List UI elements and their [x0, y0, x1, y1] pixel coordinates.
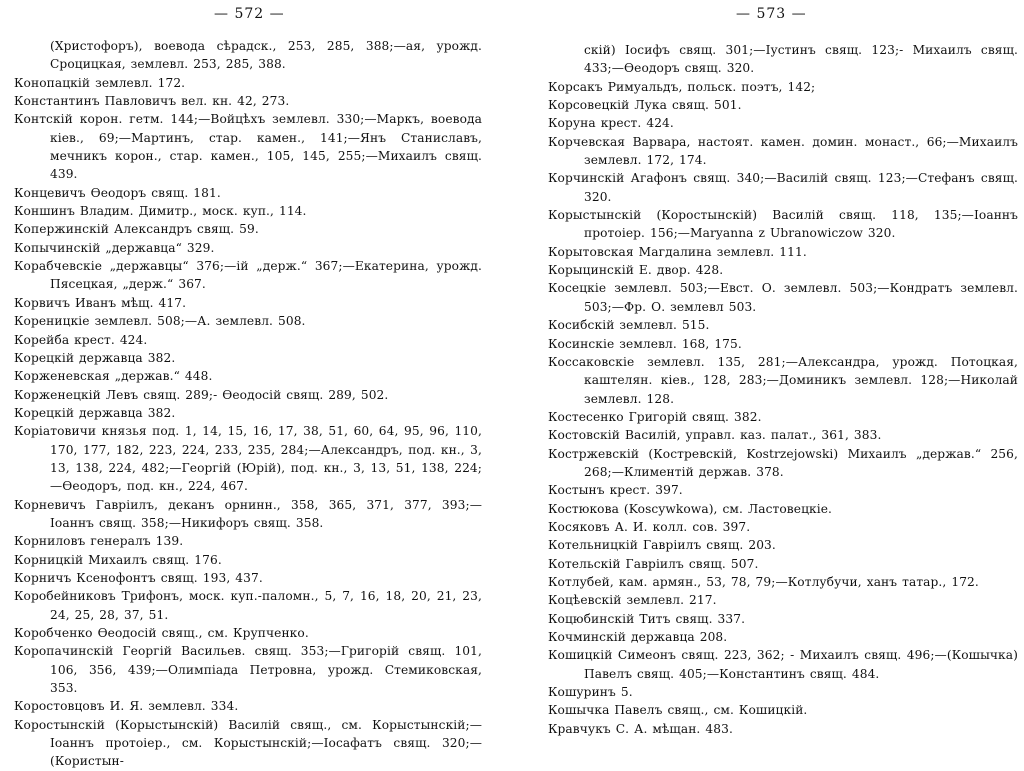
index-entry: Костесенко Григорій свящ. 382.: [548, 409, 762, 424]
index-entry: Косяковъ А. И. колл. сов. 397.: [548, 519, 751, 534]
index-entry: Корженецкій Левъ свящ. 289;- Ѳеодосій свящ. 289, 502.: [14, 387, 389, 402]
index-entry: Кошычка Павелъ свящ., см. Кошицкій.: [548, 703, 808, 718]
index-entry: Косецкіе землевл. 503;—Евст. О. землевл. 503;—Кондратъ землевл. 503;—Фр. О. землевл 503.: [548, 281, 1018, 314]
index-entry: Кошицкій Симеонъ свящ. 223, 362; - Михаилъ свящ. 496;—(Кошычка) Павелъ свящ. 405;—Константинъ свящ. 484.: [548, 648, 1018, 681]
index-entry: Косинскіе землевл. 168, 175.: [548, 336, 742, 351]
index-entry: Корвичъ Иванъ мѣщ. 417.: [14, 295, 187, 310]
index-entry: Копычинскій „державца“ 329.: [14, 240, 215, 255]
index-entry: Корыцинскій Е. двор. 428.: [548, 263, 724, 278]
index-entry: Кореницкіе землевл. 508;—А. землевл. 508.: [14, 314, 306, 329]
index-entry: Коншинъ Владим. Димитр., моск. куп., 114.: [14, 204, 307, 219]
index-entry: Коробейниковъ Трифонъ, моск. куп.-паломн., 5, 7, 16, 18, 20, 21, 23, 24, 25, 28, 37, 51.: [14, 589, 482, 622]
index-entry: Корчинскій Агафонъ свящ. 340;—Василій свящ. 123;—Стефанъ свящ. 320.: [548, 171, 1018, 204]
index-entry: Корейба крест. 424.: [14, 332, 148, 347]
index-entry: Кошуринъ 5.: [548, 685, 633, 700]
index-entry: Корсакъ Римуальдъ, польск. поэтъ, 142;: [548, 79, 816, 94]
page-number: — 572 —: [214, 6, 285, 22]
index-entry: Кочминскій державца 208.: [548, 630, 728, 644]
index-entry: Корабчевскіе „державцы“ 376;—ій „держ.“ 367;—Екатерина, урожд. Пясецкая, „держ.“ 367.: [14, 259, 482, 292]
index-entry: Корчевская Варвара, настоят. камен. домин. монаст., 66;—Михаилъ землевл. 172, 174.: [548, 134, 1018, 168]
index-entry: скій) Іосифъ свящ. 301;—Іустинъ свящ. 123;- Михаилъ свящ. 433;—Ѳеодоръ свящ. 320.: [584, 43, 1018, 76]
index-entry: Котельницкій Гавріилъ свящ. 203.: [548, 538, 776, 553]
index-entry: Кравчукъ С. А. мѣщан. 483.: [548, 721, 733, 736]
index-entry: Константинъ Павловичъ вел. кн. 42, 273.: [14, 94, 290, 109]
index-entries: [548, 41, 1018, 738]
index-entry: Косибскій землевл. 515.: [548, 318, 710, 333]
left-page: [14, 0, 482, 769]
index-entry: Коріатовичи князья под. 1, 14, 15, 16, 17, 38, 51, 60, 64, 95, 96, 110, 170, 177, 182, 223, 224, 233, 235, 284;—Александръ, под. кн., 3, 13, 138, 224, 482;—Георгій (Юрій), под. кн., 3, 13, 51, 138, 224;—Ѳеодоръ, под. кн., 224, 467.: [14, 424, 482, 494]
index-entry: Коцюбинскій Титъ свящ. 337.: [548, 611, 746, 626]
index-entry: Коруна крест. 424.: [548, 116, 674, 131]
page-number: — 573 —: [736, 6, 807, 22]
index-entry: Корытовская Магдалина землевл. 111.: [548, 244, 807, 259]
index-entry: Конопацкій землевл. 172.: [14, 75, 186, 90]
index-entry: (Христофоръ), воевода сѣрадск., 253, 285, 388;—ая, урожд. Сроцицкая, землевл. 253, 285, 388.: [50, 39, 482, 72]
right-page: [548, 0, 1018, 751]
index-entry: Контскій корон. гетм. 144;—Войцѣхъ землевл. 330;—Маркъ, воевода кіев., 69;—Мартинъ, стар. камен., 141;—Янъ Станиславъ, мечникъ корон., стар. камен., 105, 145, 255;—Михаилъ свящ. 439.: [14, 112, 482, 182]
index-entry: Коростовцовъ И. Я. землевл. 334.: [14, 699, 239, 714]
index-entry: Коцѣевскій землевл. 217.: [548, 593, 717, 608]
index-entry: Коропачинскій Георгій Васильев. свящ. 353;—Григорій свящ. 101, 106, 356, 439;—Олимпіада Петровна, урожд. Стемиковская, 353.: [14, 644, 482, 696]
index-entry: Костынъ крест. 397.: [548, 483, 683, 498]
index-entry: Концевичъ Ѳеодоръ свящ. 181.: [14, 185, 221, 200]
index-entry: Корницкій Михаилъ свящ. 176.: [14, 552, 222, 567]
index-entry: Корецкій державца 382.: [14, 350, 176, 365]
index-entry: Корничъ Ксенофонтъ свящ. 193, 437.: [14, 570, 263, 585]
index-entry: Коростынскій (Корыстынскій) Василій свящ., см. Корыстынскій;—Іоаннъ протоіер., см. Корыстынскій;—Іосафатъ свящ. 320;—(Користын-: [14, 717, 482, 769]
index-entry: Корженевская „держав.“ 448.: [14, 369, 213, 384]
index-entries: [14, 37, 482, 771]
index-entry: Котлубей, кам. армян., 53, 78, 79;—Котлубучи, ханъ татар., 172.: [548, 574, 979, 589]
index-entry: Корыстынскій (Коростынскій) Василій свящ. 118, 135;—Іоаннъ протоіер. 156;—Maryanna z Ubranowiczow 320.: [548, 208, 1018, 241]
index-entry: Котельскій Гавріилъ свящ. 507.: [548, 556, 759, 571]
index-entry: Костржевскій (Костревскій, Kostrzejowski) Михаилъ „держав.“ 256, 268;—Климентій держав. 378.: [548, 446, 1018, 479]
index-entry: Коссаковскіе землевл. 135, 281;—Александра, урожд. Потоцкая, каштелян. кіев., 128, 283;—Доминикъ землевл. 128;—Николай землевл. 128.: [548, 354, 1018, 406]
index-entry: Коробченко Ѳеодосій свящ., см. Крупченко.: [14, 626, 309, 640]
index-entry: Корниловъ генералъ 139.: [14, 534, 184, 549]
index-entry: Костовскій Василій, управл. каз. палат., 361, 383.: [548, 428, 882, 443]
index-entry: Копержинскій Александръ свящ. 59.: [14, 222, 259, 237]
index-entry: Корецкій державца 382.: [14, 405, 176, 420]
index-entry: Костюкова (Koscywkowa), см. Ластовецкіе.: [548, 501, 833, 516]
index-entry: Корсовецкій Лука свящ. 501.: [548, 98, 742, 113]
index-entry: Корневичъ Гавріилъ, деканъ орнинн., 358, 365, 371, 377, 393;—Іоаннъ свящ. 358;—Никифоръ свящ. 358.: [14, 497, 482, 530]
